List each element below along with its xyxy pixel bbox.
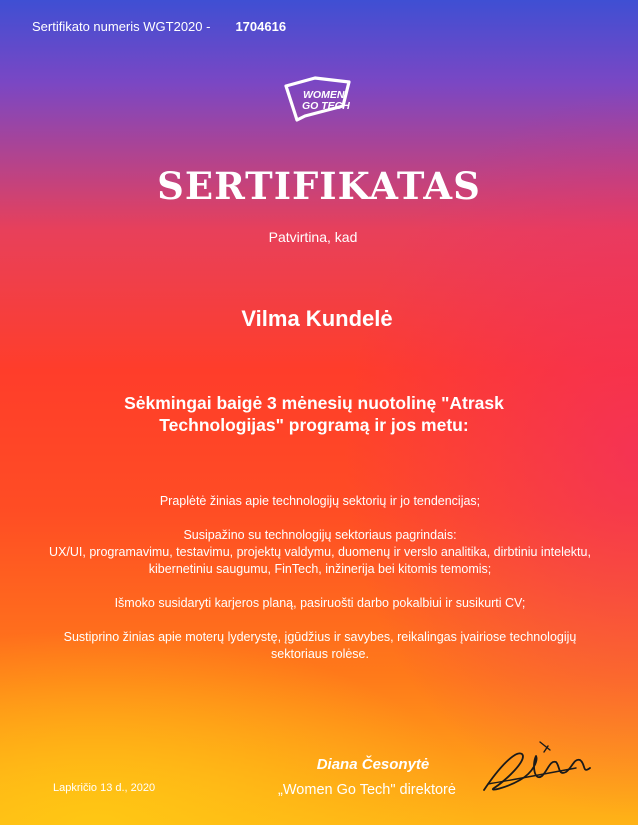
achievement-item: Praplėtė žinias apie technologijų sektorių ir jo tendencijas; bbox=[159, 494, 481, 508]
certificate-subtitle: Patvirtina, kad bbox=[268, 229, 358, 245]
achievement-item bbox=[40, 527, 600, 578]
women-go-tech-logo bbox=[283, 76, 357, 122]
signature-drawing bbox=[478, 738, 596, 800]
issue-date: Lapkričio 13 d., 2020 bbox=[53, 782, 156, 794]
signer-name: Diana Česonytė bbox=[316, 756, 430, 773]
achievement-item: Sustiprino žinias apie moterų lyderystę, įgūdžius ir savybes, reikalingas įvairiose technologijų sektoriaus rolėse. bbox=[63, 630, 577, 661]
certificate-number bbox=[32, 19, 286, 34]
logo-mark bbox=[283, 76, 357, 122]
certificate-title: SERTIFIKATAS bbox=[157, 164, 481, 208]
certificate-number-value: 1704616 bbox=[235, 19, 287, 34]
signer-role: „Women Go Tech" direktorė bbox=[278, 782, 456, 798]
achievements-list bbox=[40, 493, 600, 680]
signature-image bbox=[478, 738, 596, 800]
achievement-item: Išmoko susidaryti karjeros planą, pasiruošti darbo pokalbiui ir susikurti CV; bbox=[114, 596, 526, 610]
logo-line-2: GO TECH bbox=[302, 100, 350, 112]
achievement-topics: UX/UI, programavimu, testavimu, projektų valdymu, duomenų ir verslo analitika, dirbtiniu intelektu, kibernetiniu saugumu, FinTech, inžinerija bei kitomis temomis; bbox=[49, 545, 591, 576]
certificate-number-label: Sertifikato numeris WGT2020 - bbox=[32, 19, 211, 34]
recipient-name: Vilma Kundelė bbox=[241, 306, 393, 331]
achievement-heading: Susipažino su technologijų sektoriaus pagrindais: bbox=[183, 528, 457, 542]
logo-line-1: WOMEN bbox=[303, 89, 345, 101]
program-description: Sėkmingai baigė 3 mėnesių nuotolinę "Atrask Technologijas" programą ir jos metu: bbox=[124, 393, 504, 435]
